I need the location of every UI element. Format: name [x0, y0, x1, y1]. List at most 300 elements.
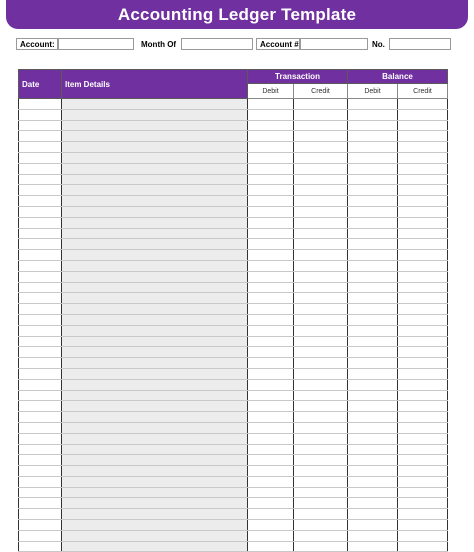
transaction-debit-cell[interactable] [248, 325, 294, 336]
transaction-debit-header: Debit [248, 84, 294, 99]
balance-debit-header: Debit [348, 84, 398, 99]
item-details-cell[interactable] [62, 509, 248, 520]
balance-debit-cell[interactable] [348, 185, 398, 196]
balance-credit-cell[interactable] [398, 109, 448, 120]
transaction-credit-cell[interactable] [294, 163, 348, 174]
transaction-debit-cell[interactable] [248, 401, 294, 412]
balance-debit-cell[interactable] [348, 174, 398, 185]
date-cell[interactable] [19, 142, 62, 153]
transaction-debit-cell[interactable] [248, 271, 294, 282]
balance-credit-cell[interactable] [398, 336, 448, 347]
account-field[interactable] [58, 38, 134, 50]
date-cell[interactable] [19, 282, 62, 293]
table-row [19, 206, 448, 217]
item-details-cell[interactable] [62, 455, 248, 466]
balance-credit-cell[interactable] [398, 239, 448, 250]
ledger-table [18, 69, 448, 552]
balance-debit-cell[interactable] [348, 293, 398, 304]
balance-debit-cell[interactable] [348, 99, 398, 110]
item-details-cell[interactable] [62, 196, 248, 207]
transaction-credit-cell[interactable] [294, 185, 348, 196]
table-row [19, 314, 448, 325]
transaction-credit-cell[interactable] [294, 99, 348, 110]
month-of-field[interactable] [181, 38, 253, 50]
table-row [19, 498, 448, 509]
table-row [19, 185, 448, 196]
balance-debit-cell[interactable] [348, 466, 398, 477]
transaction-credit-cell[interactable] [294, 487, 348, 498]
item-details-cell[interactable] [62, 379, 248, 390]
balance-credit-cell[interactable] [398, 379, 448, 390]
item-details-cell[interactable] [62, 358, 248, 369]
transaction-debit-cell[interactable] [248, 239, 294, 250]
transaction-credit-cell[interactable] [294, 239, 348, 250]
date-cell[interactable] [19, 260, 62, 271]
item-details-cell[interactable] [62, 239, 248, 250]
account-label: Account: [16, 38, 58, 50]
transaction-debit-cell[interactable] [248, 196, 294, 207]
balance-credit-cell[interactable] [398, 530, 448, 541]
item-details-cell[interactable] [62, 530, 248, 541]
transaction-debit-cell[interactable] [248, 250, 294, 261]
balance-debit-cell[interactable] [348, 217, 398, 228]
date-cell[interactable] [19, 390, 62, 401]
date-cell[interactable] [19, 487, 62, 498]
balance-debit-cell[interactable] [348, 196, 398, 207]
item-details-cell[interactable] [62, 185, 248, 196]
balance-debit-cell[interactable] [348, 520, 398, 531]
balance-debit-cell[interactable] [348, 142, 398, 153]
item-details-cell[interactable] [62, 250, 248, 261]
balance-credit-cell[interactable] [398, 217, 448, 228]
date-cell[interactable] [19, 498, 62, 509]
account-info-row [16, 38, 452, 52]
item-details-cell[interactable] [62, 109, 248, 120]
balance-credit-cell[interactable] [398, 390, 448, 401]
date-cell[interactable] [19, 206, 62, 217]
balance-credit-cell[interactable] [398, 433, 448, 444]
transaction-debit-cell[interactable] [248, 487, 294, 498]
item-details-cell[interactable] [62, 520, 248, 531]
table-row [19, 476, 448, 487]
transaction-debit-cell[interactable] [248, 520, 294, 531]
transaction-debit-cell[interactable] [248, 455, 294, 466]
transaction-debit-cell[interactable] [248, 174, 294, 185]
item-details-cell[interactable] [62, 314, 248, 325]
transaction-debit-cell[interactable] [248, 304, 294, 315]
no-field[interactable] [389, 38, 451, 50]
item-details-cell[interactable] [62, 347, 248, 358]
table-row [19, 368, 448, 379]
date-cell[interactable] [19, 163, 62, 174]
balance-credit-cell[interactable] [398, 422, 448, 433]
balance-credit-cell[interactable] [398, 174, 448, 185]
item-details-cell[interactable] [62, 99, 248, 110]
transaction-debit-cell[interactable] [248, 433, 294, 444]
balance-credit-cell[interactable] [398, 260, 448, 271]
balance-credit-cell[interactable] [398, 455, 448, 466]
balance-credit-cell[interactable] [398, 271, 448, 282]
date-cell[interactable] [19, 174, 62, 185]
item-details-cell[interactable] [62, 120, 248, 131]
date-cell[interactable] [19, 476, 62, 487]
transaction-credit-cell[interactable] [294, 120, 348, 131]
balance-credit-cell[interactable] [398, 196, 448, 207]
transaction-credit-cell[interactable] [294, 228, 348, 239]
item-details-cell[interactable] [62, 142, 248, 153]
transaction-credit-cell[interactable] [294, 336, 348, 347]
table-row [19, 174, 448, 185]
balance-credit-cell[interactable] [398, 314, 448, 325]
table-row [19, 142, 448, 153]
transaction-credit-cell[interactable] [294, 271, 348, 282]
transaction-debit-cell[interactable] [248, 466, 294, 477]
balance-debit-cell[interactable] [348, 282, 398, 293]
date-cell[interactable] [19, 422, 62, 433]
item-details-cell[interactable] [62, 228, 248, 239]
date-header: Date [19, 70, 62, 99]
transaction-credit-cell[interactable] [294, 390, 348, 401]
balance-debit-cell[interactable] [348, 206, 398, 217]
date-cell[interactable] [19, 185, 62, 196]
transaction-credit-cell[interactable] [294, 282, 348, 293]
balance-credit-cell[interactable] [398, 541, 448, 552]
table-row [19, 520, 448, 531]
item-details-cell[interactable] [62, 444, 248, 455]
transaction-credit-cell[interactable] [294, 142, 348, 153]
table-row [19, 196, 448, 207]
table-row [19, 379, 448, 390]
transaction-credit-cell[interactable] [294, 347, 348, 358]
balance-credit-cell[interactable] [398, 185, 448, 196]
balance-credit-cell[interactable] [398, 401, 448, 412]
item-details-cell[interactable] [62, 498, 248, 509]
table-row [19, 466, 448, 477]
balance-debit-cell[interactable] [348, 368, 398, 379]
balance-credit-cell[interactable] [398, 466, 448, 477]
balance-credit-cell[interactable] [398, 282, 448, 293]
transaction-credit-cell[interactable] [294, 541, 348, 552]
transaction-credit-cell[interactable] [294, 368, 348, 379]
balance-debit-cell[interactable] [348, 336, 398, 347]
date-cell[interactable] [19, 325, 62, 336]
balance-debit-cell[interactable] [348, 541, 398, 552]
date-cell[interactable] [19, 250, 62, 261]
date-cell[interactable] [19, 541, 62, 552]
item-details-cell[interactable] [62, 368, 248, 379]
transaction-debit-cell[interactable] [248, 347, 294, 358]
transaction-credit-cell[interactable] [294, 358, 348, 369]
date-cell[interactable] [19, 379, 62, 390]
date-cell[interactable] [19, 152, 62, 163]
transaction-credit-cell[interactable] [294, 293, 348, 304]
item-details-cell[interactable] [62, 422, 248, 433]
balance-credit-cell[interactable] [398, 228, 448, 239]
transaction-credit-cell[interactable] [294, 530, 348, 541]
transaction-credit-cell[interactable] [294, 304, 348, 315]
item-details-cell[interactable] [62, 412, 248, 423]
table-row [19, 99, 448, 110]
balance-debit-cell[interactable] [348, 498, 398, 509]
item-details-cell[interactable] [62, 325, 248, 336]
transaction-debit-cell[interactable] [248, 142, 294, 153]
date-cell[interactable] [19, 455, 62, 466]
transaction-credit-cell[interactable] [294, 109, 348, 120]
item-details-cell[interactable] [62, 541, 248, 552]
balance-debit-cell[interactable] [348, 487, 398, 498]
balance-credit-cell[interactable] [398, 347, 448, 358]
date-cell[interactable] [19, 433, 62, 444]
item-details-cell[interactable] [62, 271, 248, 282]
transaction-credit-header: Credit [294, 84, 348, 99]
date-cell[interactable] [19, 444, 62, 455]
item-details-cell[interactable] [62, 206, 248, 217]
balance-credit-header: Credit [398, 84, 448, 99]
balance-debit-cell[interactable] [348, 401, 398, 412]
balance-debit-cell[interactable] [348, 433, 398, 444]
item-details-cell[interactable] [62, 131, 248, 142]
balance-debit-cell[interactable] [348, 304, 398, 315]
transaction-credit-cell[interactable] [294, 412, 348, 423]
item-details-cell[interactable] [62, 163, 248, 174]
balance-credit-cell[interactable] [398, 444, 448, 455]
transaction-debit-cell[interactable] [248, 530, 294, 541]
balance-credit-cell[interactable] [398, 520, 448, 531]
date-cell[interactable] [19, 120, 62, 131]
transaction-debit-cell[interactable] [248, 206, 294, 217]
transaction-debit-cell[interactable] [248, 131, 294, 142]
item-details-header: Item Details [62, 70, 248, 99]
date-cell[interactable] [19, 228, 62, 239]
transaction-credit-cell[interactable] [294, 476, 348, 487]
balance-debit-cell[interactable] [348, 390, 398, 401]
transaction-debit-cell[interactable] [248, 412, 294, 423]
date-cell[interactable] [19, 466, 62, 477]
item-details-cell[interactable] [62, 304, 248, 315]
transaction-credit-cell[interactable] [294, 422, 348, 433]
account-number-field[interactable] [300, 38, 368, 50]
balance-credit-cell[interactable] [398, 304, 448, 315]
transaction-credit-cell[interactable] [294, 401, 348, 412]
table-row [19, 433, 448, 444]
transaction-credit-cell[interactable] [294, 433, 348, 444]
balance-credit-cell[interactable] [398, 368, 448, 379]
transaction-debit-cell[interactable] [248, 379, 294, 390]
date-cell[interactable] [19, 412, 62, 423]
balance-debit-cell[interactable] [348, 120, 398, 131]
balance-debit-cell[interactable] [348, 131, 398, 142]
transaction-debit-cell[interactable] [248, 390, 294, 401]
balance-credit-cell[interactable] [398, 99, 448, 110]
item-details-cell[interactable] [62, 401, 248, 412]
balance-debit-cell[interactable] [348, 455, 398, 466]
balance-credit-cell[interactable] [398, 325, 448, 336]
transaction-debit-cell[interactable] [248, 217, 294, 228]
date-cell[interactable] [19, 530, 62, 541]
transaction-debit-cell[interactable] [248, 509, 294, 520]
balance-credit-cell[interactable] [398, 293, 448, 304]
item-details-cell[interactable] [62, 152, 248, 163]
date-cell[interactable] [19, 99, 62, 110]
transaction-debit-cell[interactable] [248, 109, 294, 120]
balance-credit-cell[interactable] [398, 476, 448, 487]
transaction-debit-cell[interactable] [248, 358, 294, 369]
date-cell[interactable] [19, 358, 62, 369]
table-row [19, 336, 448, 347]
balance-credit-cell[interactable] [398, 142, 448, 153]
transaction-credit-cell[interactable] [294, 455, 348, 466]
balance-debit-cell[interactable] [348, 152, 398, 163]
transaction-debit-cell[interactable] [248, 163, 294, 174]
table-row [19, 282, 448, 293]
date-cell[interactable] [19, 509, 62, 520]
table-row [19, 152, 448, 163]
transaction-debit-cell[interactable] [248, 260, 294, 271]
balance-credit-cell[interactable] [398, 250, 448, 261]
date-cell[interactable] [19, 314, 62, 325]
item-details-cell[interactable] [62, 217, 248, 228]
balance-credit-cell[interactable] [398, 509, 448, 520]
transaction-credit-cell[interactable] [294, 206, 348, 217]
balance-credit-cell[interactable] [398, 131, 448, 142]
transaction-credit-cell[interactable] [294, 520, 348, 531]
balance-debit-cell[interactable] [348, 271, 398, 282]
balance-credit-cell[interactable] [398, 120, 448, 131]
transaction-credit-cell[interactable] [294, 379, 348, 390]
balance-debit-cell[interactable] [348, 379, 398, 390]
table-row [19, 260, 448, 271]
balance-credit-cell[interactable] [398, 206, 448, 217]
balance-debit-cell[interactable] [348, 444, 398, 455]
item-details-cell[interactable] [62, 293, 248, 304]
transaction-credit-cell[interactable] [294, 444, 348, 455]
transaction-debit-cell[interactable] [248, 541, 294, 552]
balance-debit-cell[interactable] [348, 250, 398, 261]
item-details-cell[interactable] [62, 282, 248, 293]
balance-debit-cell[interactable] [348, 260, 398, 271]
transaction-credit-cell[interactable] [294, 466, 348, 477]
balance-credit-cell[interactable] [398, 152, 448, 163]
date-cell[interactable] [19, 217, 62, 228]
balance-credit-cell[interactable] [398, 163, 448, 174]
transaction-credit-cell[interactable] [294, 314, 348, 325]
item-details-cell[interactable] [62, 336, 248, 347]
item-details-cell[interactable] [62, 390, 248, 401]
balance-debit-cell[interactable] [348, 422, 398, 433]
table-row [19, 347, 448, 358]
balance-debit-cell[interactable] [348, 358, 398, 369]
table-row [19, 444, 448, 455]
table-row [19, 390, 448, 401]
date-cell[interactable] [19, 196, 62, 207]
transaction-debit-cell[interactable] [248, 185, 294, 196]
date-cell[interactable] [19, 109, 62, 120]
page-title: Accounting Ledger Template [6, 0, 468, 29]
item-details-cell[interactable] [62, 174, 248, 185]
table-row [19, 271, 448, 282]
transaction-header: Transaction [248, 70, 348, 84]
table-row [19, 131, 448, 142]
date-cell[interactable] [19, 368, 62, 379]
balance-credit-cell[interactable] [398, 412, 448, 423]
table-row [19, 120, 448, 131]
balance-debit-cell[interactable] [348, 509, 398, 520]
balance-debit-cell[interactable] [348, 314, 398, 325]
transaction-debit-cell[interactable] [248, 336, 294, 347]
transaction-debit-cell[interactable] [248, 368, 294, 379]
transaction-debit-cell[interactable] [248, 99, 294, 110]
transaction-credit-cell[interactable] [294, 325, 348, 336]
balance-credit-cell[interactable] [398, 487, 448, 498]
date-cell[interactable] [19, 304, 62, 315]
table-row [19, 304, 448, 315]
transaction-credit-cell[interactable] [294, 196, 348, 207]
no-label: No. [371, 38, 389, 50]
transaction-credit-cell[interactable] [294, 250, 348, 261]
transaction-debit-cell[interactable] [248, 152, 294, 163]
balance-debit-cell[interactable] [348, 476, 398, 487]
item-details-cell[interactable] [62, 260, 248, 271]
table-row [19, 541, 448, 552]
table-row [19, 217, 448, 228]
balance-debit-cell[interactable] [348, 325, 398, 336]
date-cell[interactable] [19, 401, 62, 412]
transaction-debit-cell[interactable] [248, 314, 294, 325]
item-details-cell[interactable] [62, 433, 248, 444]
date-cell[interactable] [19, 131, 62, 142]
transaction-debit-cell[interactable] [248, 120, 294, 131]
table-row [19, 109, 448, 120]
transaction-credit-cell[interactable] [294, 217, 348, 228]
balance-debit-cell[interactable] [348, 228, 398, 239]
transaction-debit-cell[interactable] [248, 498, 294, 509]
balance-debit-cell[interactable] [348, 347, 398, 358]
balance-debit-cell[interactable] [348, 163, 398, 174]
transaction-debit-cell[interactable] [248, 293, 294, 304]
transaction-debit-cell[interactable] [248, 228, 294, 239]
date-cell[interactable] [19, 347, 62, 358]
table-row [19, 530, 448, 541]
date-cell[interactable] [19, 520, 62, 531]
month-of-label: Month Of [137, 38, 181, 50]
balance-debit-cell[interactable] [348, 412, 398, 423]
transaction-credit-cell[interactable] [294, 174, 348, 185]
transaction-credit-cell[interactable] [294, 509, 348, 520]
transaction-credit-cell[interactable] [294, 152, 348, 163]
transaction-debit-cell[interactable] [248, 444, 294, 455]
date-cell[interactable] [19, 271, 62, 282]
balance-debit-cell[interactable] [348, 530, 398, 541]
balance-debit-cell[interactable] [348, 109, 398, 120]
transaction-debit-cell[interactable] [248, 476, 294, 487]
item-details-cell[interactable] [62, 487, 248, 498]
date-cell[interactable] [19, 239, 62, 250]
table-row [19, 401, 448, 412]
balance-credit-cell[interactable] [398, 358, 448, 369]
item-details-cell[interactable] [62, 466, 248, 477]
item-details-cell[interactable] [62, 476, 248, 487]
transaction-credit-cell[interactable] [294, 260, 348, 271]
transaction-credit-cell[interactable] [294, 498, 348, 509]
transaction-credit-cell[interactable] [294, 131, 348, 142]
date-cell[interactable] [19, 336, 62, 347]
balance-debit-cell[interactable] [348, 239, 398, 250]
date-cell[interactable] [19, 293, 62, 304]
transaction-debit-cell[interactable] [248, 282, 294, 293]
table-row [19, 325, 448, 336]
balance-credit-cell[interactable] [398, 498, 448, 509]
transaction-debit-cell[interactable] [248, 422, 294, 433]
